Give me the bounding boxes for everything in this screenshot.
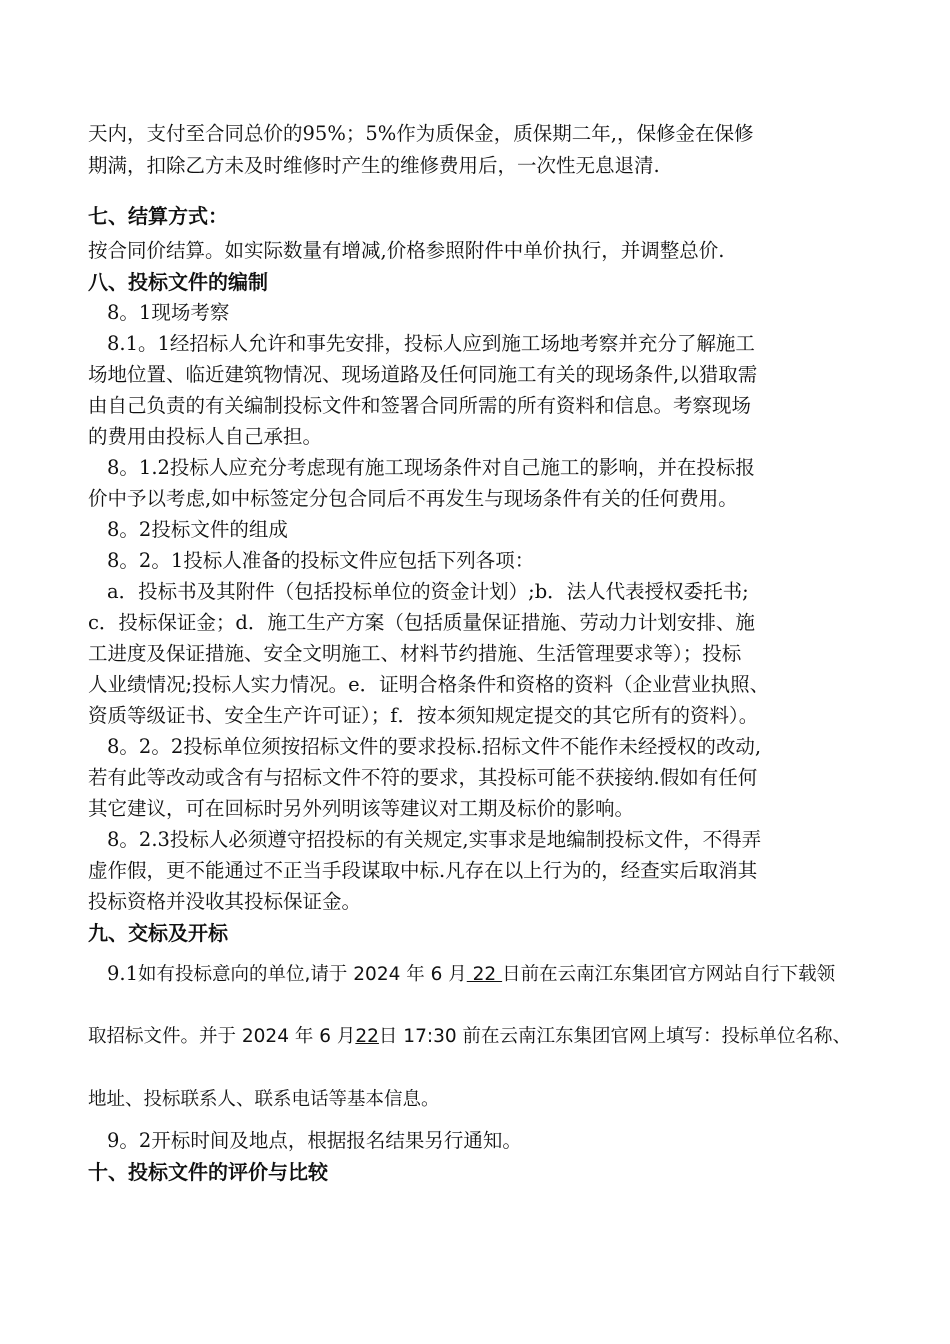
clause-8-2-1-item-line: c．投标保证金；d．施工生产方案（包括质量保证措施、劳动力计划安排、施 (88, 611, 755, 634)
clause-9-1-text: 如有投标意向的单位,请于 2024 年 6 月 (138, 964, 467, 985)
section-7-heading: 七、结算方式： (88, 204, 228, 228)
section-8-heading: 八、投标文件的编制 (88, 270, 268, 294)
section-9-heading: 九、交标及开标 (88, 921, 228, 945)
clause-9-1-text: 取招标文件。并于 2024 年 6 月 (88, 1026, 356, 1047)
clause-9-1-text: 日 17:30 前在云南江东集团官网上填写：投标单位名称、 (378, 1026, 851, 1047)
clause-8-1-2-line: 8。1.2投标人应充分考虑现有施工现场条件对自己施工的影响，并在投标报 (107, 456, 755, 479)
clause-8-2-2-line: 8。2。2投标单位须按招标文件的要求投标.招标文件不能作未经授权的改动, (107, 735, 762, 758)
deadline-day-underlined: 22 (466, 964, 503, 985)
payment-line-1: 天内，支付至合同总价的95%；5%作为质保金，质保期二年,，保修金在保修 (88, 122, 754, 145)
clause-8-2-1-item-line: a．投标书及其附件（包括投标单位的资金计划）;b．法人代表授权委托书; (107, 580, 749, 603)
clause-8-2-3-line: 8。2.3投标人必须遵守招投标的有关规定,实事求是地编制投标文件，不得弄 (107, 828, 762, 851)
registration-day-underlined: 22 (355, 1026, 379, 1047)
clause-8-1-1-line: 8.1。1经招标人允许和事先安排，投标人应到施工场地考察并充分了解施工 (107, 332, 755, 355)
clause-8-1-1-line: 场地位置、临近建筑物情况、现场道路及任何同施工有关的现场条件,以猎取需 (88, 363, 758, 386)
clause-8-2-3-line: 投标资格并没收其投标保证金。 (88, 890, 362, 913)
clause-8-2-2-line: 其它建议，可在回标时另外列明该等建议对工期及标价的影响。 (88, 797, 635, 820)
payment-line-2: 期满，扣除乙方未及时维修时产生的维修费用后，一次性无息退清. (88, 154, 660, 177)
clause-8-2-1-title: 8。2。1投标人准备的投标文件应包括下列各项： (107, 549, 535, 572)
clause-8-2-1-item-line: 人业绩情况;投标人实力情况。e．证明合格条件和资格的资料（企业营业执照、 (88, 673, 770, 696)
clause-8-2-title: 8。2投标文件的组成 (107, 518, 288, 541)
clause-8-2-2-line: 若有此等改动或含有与招标文件不符的要求，其投标可能不获接纳.假如有任何 (88, 766, 758, 789)
clause-9-1-line-2 (88, 1025, 851, 1049)
clause-8-2-1-item-line: 工进度及保证措施、安全文明施工、材料节约措施、生活管理要求等）；投标 (88, 642, 742, 665)
clause-9-1-line-3: 地址、投标联系人、联系电话等基本信息。 (88, 1089, 440, 1110)
clause-8-1-2-line: 价中予以考虑,如中标签定分包合同后不再发生与现场条件有关的任何费用。 (88, 487, 738, 510)
clause-8-1-title: 8。1现场考察 (107, 301, 230, 324)
section-7-text: 按合同价结算。如实际数量有增减,价格参照附件中单价执行，并调整总价. (88, 239, 725, 262)
clause-9-1-number: 9.1 (107, 962, 139, 985)
clause-9-1-line-1 (107, 962, 835, 987)
section-10-heading: 十、投标文件的评价与比较 (88, 1160, 328, 1184)
clause-9-1-text: 日前在云南江东集团官方网站自行下载领 (502, 964, 836, 985)
clause-9-2: 9。2开标时间及地点，根据报名结果另行通知。 (107, 1129, 522, 1152)
clause-8-2-3-line: 虚作假，更不能通过不正当手段谋取中标.凡存在以上行为的，经查实后取消其 (88, 859, 758, 882)
clause-8-2-1-item-line: 资质等级证书、安全生产许可证）；f．按本须知规定提交的其它所有的资料）。 (88, 704, 759, 727)
clause-8-1-1-line: 的费用由投标人自己承担。 (88, 425, 323, 448)
clause-8-1-1-line: 由自己负责的有关编制投标文件和签署合同所需的所有资料和信息。考察现场 (88, 394, 752, 417)
